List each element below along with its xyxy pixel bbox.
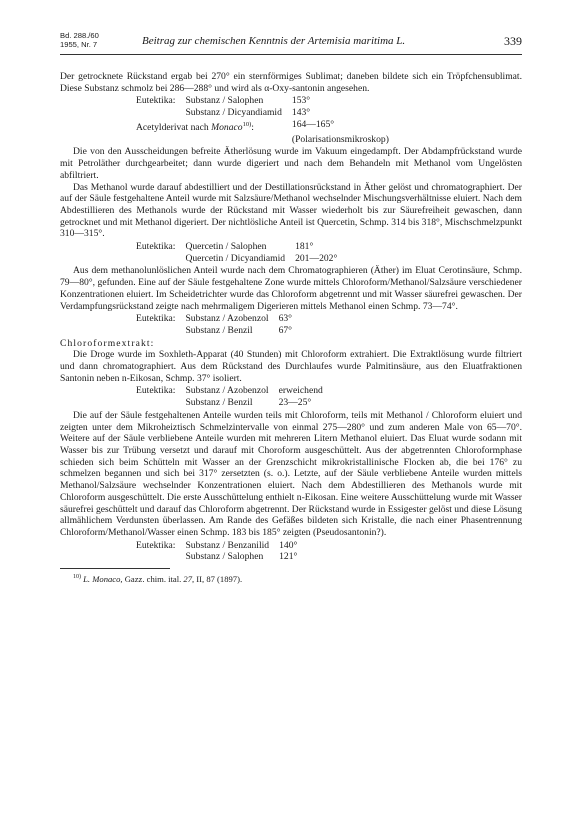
page-number: 339 <box>504 34 522 48</box>
footnote-ref: 10) <box>242 120 252 128</box>
table-cell: 63° <box>278 313 293 325</box>
table-cell: 143° <box>291 107 311 119</box>
year-issue-line: 1955, Nr. 7 <box>60 40 98 49</box>
table-cell: Substanz / Dicyandiamid <box>185 107 282 119</box>
table-cell: (Polarisationsmikroskop) <box>291 133 389 145</box>
paragraph-4: Aus dem methanolunlöslichen Anteil wurde nach dem Chromatographieren (Äther) im Eluat Cerotinsäure, Schmp. 79—80°, gefunden. Eine auf der Säule festgehaltene Zone wurde mittels Chloroform/Methanol/Salzsäure verschiedener Konzentrationen eluiert. Im Scheidetrichter wurde das Chloroform abgetrennt und mit Wasser säurefrei gewaschen. Der Verdampfungsrückstand zeigte nach mehrmaligem Digerieren mittels Methanol einen Schmp. 73—74°. <box>60 265 522 312</box>
table-cell: 181° <box>295 241 314 253</box>
paragraph-6: Die auf der Säule festgehaltenen Anteile wurden teils mit Chloroform, teils mit Methanol / Chloroform eluiert und zeigten unter dem Mikroheiztisch Schmelzintervalle von einmal 275—280° und zum anderen Male von 65—70°. Weitere auf der Säule verbliebene Anteile wurden mit mehreren Litern Methanol eluiert. Das Eluat wurde sodann mit Wasser bis zur Trübung versetzt und darauf mit Choroform ausgeschüttelt. Aus der abgetrennten Chloroformphase schieden sich beim Schütteln mit Wasser an der Grenzschicht mikrokristallinische Flocken ab, die bei 176° zu schmelzen begannen und sich bei 317° zersetzten (s. o.). Letzte, auf der Säule verbliebene Anteile wurden mittels Methanol/Salzsäure wechselnder Konzentrationen eluiert. Nach dem Abdestillieren des Methanols wurde mit Chloroform ausgeschüttelt. Die erste Ausschüttelung enthielt n-Eikosan. Eine weitere Ausschüttelung wurde mit Wasser säurefrei geschüttelt und darauf das Chloroform abgetrennt. Der Rückstand wurde in Essigester gelöst und diese Lösung allmählichem Verdunsten überlassen. Am Rande des Gefäßes bildeten sich Kristalle, die nach einer Phasentrennung Chloroform/Methanol/Wasser einen Schmp. 183 bis 185° zeigten (Pseudosantonin?). <box>60 409 522 538</box>
eutectics-label: Eutektika: <box>136 95 176 107</box>
table-cell: 153° <box>291 95 311 107</box>
footnote-divider <box>60 568 170 569</box>
table-cell: 23—25° <box>278 397 312 409</box>
journal-volume <box>60 31 99 49</box>
table-cell: 121° <box>279 551 298 563</box>
author-name: Monaco <box>211 122 243 133</box>
paragraph-2: Die von den Ausscheidungen befreite Ätherlösung wurde im Vakuum eingedampft. Der Abdampfrückstand wurde mit Petroläther durchgearbeitet; dann wurde digeriert und nach dem Behandeln mit Methanol vom Ungelösten abfiltriert. <box>60 146 522 181</box>
eutectics-table-1 <box>136 95 399 145</box>
eutectics-table-3 <box>136 313 302 336</box>
eutectics-table-4 <box>136 385 333 408</box>
paragraph-3: Das Methanol wurde darauf abdestilliert und der Destillationsrückstand in Äther gelöst und chromatographiert. Der auf der Säule festgehaltene Anteil wurde mit Salzsäure/Methanol wechselnder Mischungsverhältnisse eluiert. Nach dem Abdestillieren des Methanols wurde der Rückstand mit Wasser wiederholt bis zur Säurefreiheit gewaschen, dann getrocknet und mit Methanol digeriert. Der nichtlösliche Anteil ist Quercetin, Schmp. 314 bis 318°, Mischschmelzpunkt 310—315°. <box>60 181 522 240</box>
body-text <box>60 71 522 585</box>
table-cell: 164—165° <box>291 118 335 130</box>
table-cell: Substanz / Benzanilid <box>185 539 270 551</box>
table-cell: 140° <box>279 539 298 551</box>
table-cell: Substanz / Azobenzol <box>185 313 269 325</box>
eutectics-label: Eutektika: <box>136 539 176 551</box>
eutectics-label: Eutektika: <box>136 385 176 397</box>
table-cell: Quercetin / Dicyandiamid <box>185 252 286 264</box>
table-cell: Substanz / Salophen <box>185 551 264 563</box>
eutectics-label: Eutektika: <box>136 313 176 325</box>
table-cell: 67° <box>278 324 293 336</box>
section-heading: Chloroformextrakt: <box>60 337 155 349</box>
page <box>60 28 522 585</box>
paragraph-5: Die Droge wurde im Soxhleth-Apparat (40 Stunden) mit Chloroform extrahiert. Die Extraktlösung wurde filtriert und dann chromatographiert. Aus dem Rückstand des Durchlaufes wurde Palmitinsäure, aus den Eluatfraktionen Santonin neben n-Eikosan, Schmp. 37° isoliert. <box>60 349 522 384</box>
running-header <box>60 28 522 55</box>
footnote: $^{10)}$ L. Monaco, Gazz. chim. ital. 27, II, 87 (1897). <box>73 573 243 584</box>
running-title: Beitrag zur chemischen Kenntnis der Artemisia maritima L. <box>142 35 406 47</box>
table-cell: 201—202° <box>295 252 338 264</box>
acetyl-derivative-label: Acetylderivat nach Monaco$^{10)}$: <box>136 120 254 133</box>
footnote-mark: 10) <box>73 574 81 581</box>
volume-line: Bd. 288./60 <box>60 31 99 40</box>
eutectics-label: Eutektika: <box>136 241 176 253</box>
table-cell: Substanz / Benzil <box>185 397 253 409</box>
footnote-author: L. Monaco <box>83 573 121 584</box>
paragraph-1: Der getrocknete Rückstand ergab bei 270° ein sternförmiges Sublimat; daneben bildete sich ein Tröpfchensublimat. Diese Substanz schmolz bei 286—288° und wird als α-Oxy-santonin angesehen. <box>60 71 522 94</box>
table-cell: Substanz / Azobenzol <box>185 385 269 397</box>
eutectics-table-2 <box>136 241 347 264</box>
table-cell: Quercetin / Salophen <box>185 241 267 253</box>
table-cell: Substanz / Salophen <box>185 95 264 107</box>
footnote-volume: 27 <box>183 573 192 584</box>
table-cell: erweichend <box>278 385 323 397</box>
eutectics-table-5 <box>136 540 307 563</box>
table-cell: Substanz / Benzil <box>185 324 253 336</box>
